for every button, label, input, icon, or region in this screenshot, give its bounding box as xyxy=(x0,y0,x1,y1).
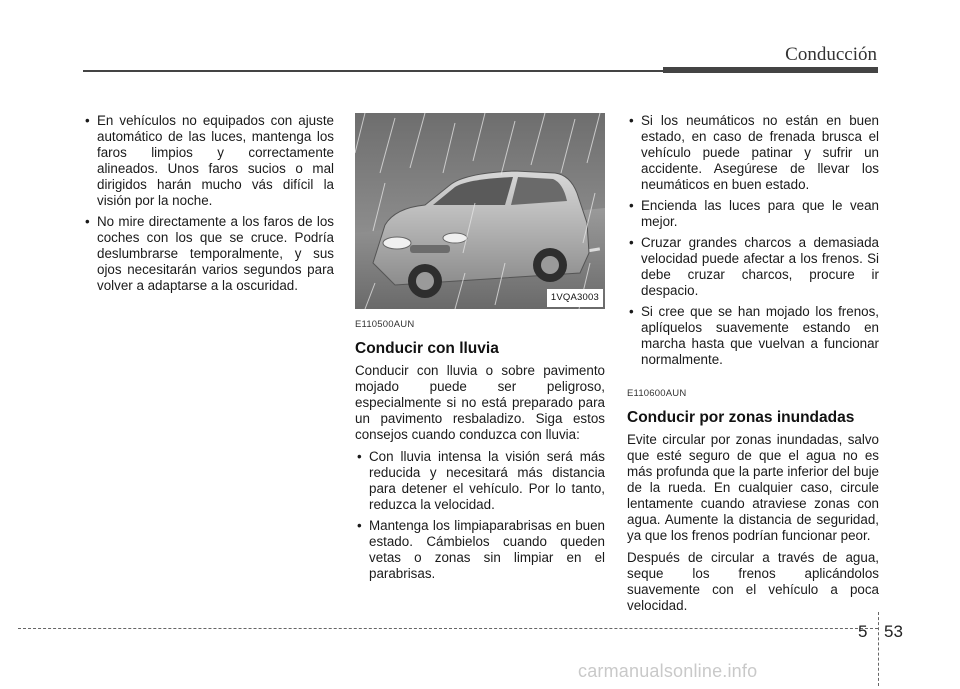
section-paragraph: Conducir con lluvia o sobre pavimento mojado puede ser peligroso, especialmente si no está preparado para un pavimento resbaladizo. Siga estos consejos cuando conduzca con lluvia: xyxy=(355,363,605,442)
list-item: • En vehículos no equipados con ajuste automático de las luces, mantenga los faros limpios y correctamente alineados. Unos faros sucios o mal dirigidos harán mucho vás difícil la visión por la noche. xyxy=(83,113,334,209)
page-header-title: Conducción xyxy=(785,44,877,65)
list-item: • No mire directamente a los faros de los coches con los que se cruce. Podría deslumbrarse temporalmente, y sus ojos necesitarán varios segundos para volver a adaptarse a la oscuridad. xyxy=(83,214,334,294)
header-rule-thick xyxy=(663,67,878,73)
list-item: • Encienda las luces para que le vean mejor. xyxy=(627,198,879,230)
list-item: • Si los neumáticos no están en buen estado, en caso de frenada brusca el vehículo puede patinar y sufrir un accidente. Asegúrese de llevar los neumáticos en buen estado. xyxy=(627,113,879,193)
bullet-list xyxy=(355,449,605,582)
column-right xyxy=(627,113,879,620)
bullet-list xyxy=(83,113,334,294)
section-code: E110600AUN xyxy=(627,388,687,399)
section-heading: Conducir con lluvia xyxy=(355,340,499,357)
list-item: • Mantenga los limpiaparabrisas en buen estado. Cámbielos cuando queden vetas o zonas sin limpiar en el parabrisas. xyxy=(355,518,605,582)
chapter-number: 5 xyxy=(858,622,868,641)
rain-car-illustration xyxy=(355,113,605,309)
section-paragraph: Evite circular por zonas inundadas, salvo que esté seguro de que el agua no es más profunda que la parte inferior del buje de la rueda. En cualquier caso, circule lentamente cuando atraviese zonas con agua. Aumente la distancia de seguridad, ya que los frenos podrían funcionar peor. xyxy=(627,432,879,543)
car-in-rain-image xyxy=(355,113,605,309)
footer-rule xyxy=(18,628,878,629)
list-item: • Con lluvia intensa la visión será más reducida y necesitará más distancia para detener el vehículo. Por lo tanto, reduzca la velocidad. xyxy=(355,449,605,513)
bullet-list xyxy=(627,113,879,368)
page-number: 53 xyxy=(884,622,903,641)
section-heading: Conducir por zonas inundadas xyxy=(627,409,855,426)
column-middle xyxy=(355,113,605,587)
section-code: E110500AUN xyxy=(355,319,415,330)
watermark-text: carmanualsonline.info xyxy=(578,661,758,681)
section-paragraph: Después de circular a través de agua, seque los frenos aplicándolos suavemente con el vehículo a poca velocidad. xyxy=(627,550,879,613)
header-rule-thin xyxy=(83,70,663,72)
footer-divider xyxy=(878,612,879,686)
column-left xyxy=(83,113,334,299)
list-item: • Si cree que se han mojado los frenos, aplíquelos suavemente estando en marcha hasta que vuelvan a funcionar normalmente. xyxy=(627,304,879,368)
figure-code-label: 1VQA3003 xyxy=(547,289,603,307)
list-item: • Cruzar grandes charcos a demasiada velocidad puede afectar a los frenos. Si debe cruzar charcos, procure ir despacio. xyxy=(627,235,879,299)
